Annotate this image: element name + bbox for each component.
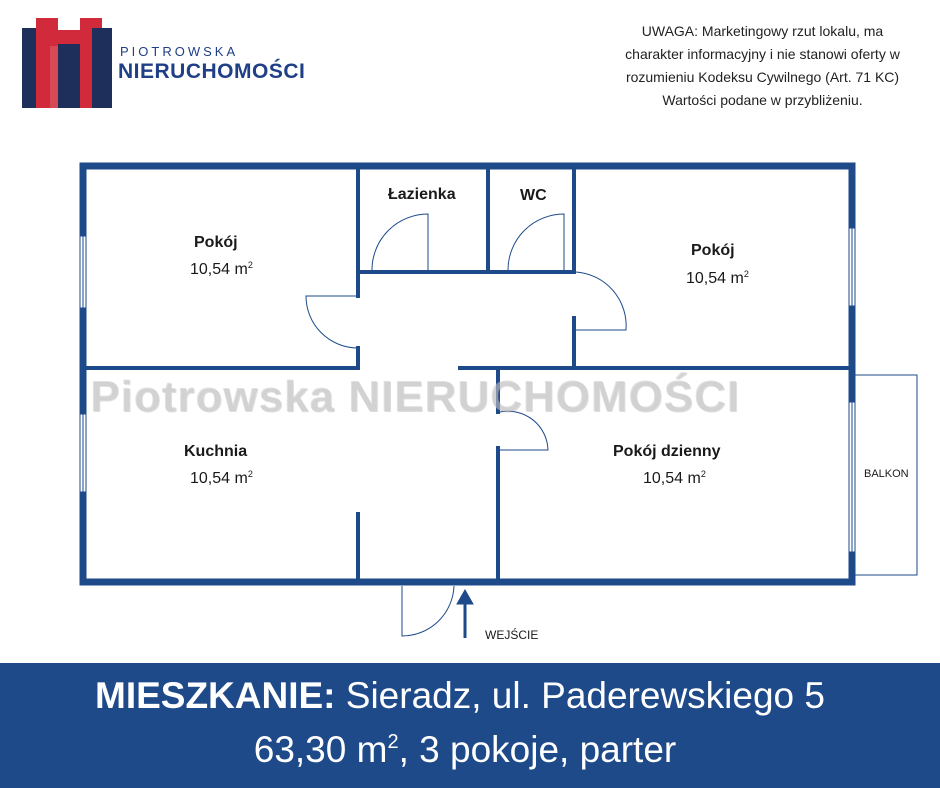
brand-tagline: PIOTROWSKA bbox=[120, 44, 239, 59]
disclaimer-line: Wartości podane w przybliżeniu. bbox=[662, 92, 863, 108]
brand-name: NIERUCHOMOŚCI bbox=[118, 60, 306, 83]
watermark: Piotrowska NIERUCHOMOŚCI bbox=[90, 372, 740, 421]
room-area-pokoj-right: 10,54 $m^2$ bbox=[686, 269, 749, 287]
room-name-pokoj-left: Pokój bbox=[194, 234, 238, 251]
door-swing bbox=[508, 214, 564, 270]
room-area-pokoj-dzienny: 10,54 $m^2$ bbox=[643, 469, 706, 487]
listing-title bbox=[0, 675, 920, 717]
room-name-pokoj-right: Pokój bbox=[691, 242, 735, 259]
room-area-pokoj-left: 10,54 $m^2$ bbox=[190, 260, 253, 278]
disclaimer-line: rozumieniu Kodeksu Cywilnego (Art. 71 KC) bbox=[625, 69, 900, 85]
door-swing bbox=[306, 296, 358, 348]
listing-address: Sieradz, ul. Paderewskiego 5 bbox=[335, 675, 825, 716]
room-name-lazienka: Łazienka bbox=[388, 186, 456, 203]
entrance-label: WEJŚCIE bbox=[485, 628, 539, 642]
disclaimer-line: UWAGA: Marketingowy rzut lokalu, ma bbox=[641, 23, 884, 39]
entrance-arrow bbox=[457, 590, 473, 638]
door-swing bbox=[576, 272, 626, 330]
disclaimer-line: charakter informacyjny i nie stanowi oferty w bbox=[625, 46, 900, 62]
room-name-wc: WC bbox=[520, 187, 547, 204]
listing-banner bbox=[0, 663, 940, 788]
room-area-kuchnia: 10,54 $m^2$ bbox=[190, 469, 253, 487]
room-name-pokoj-dzienny: Pokój dzienny bbox=[613, 443, 721, 460]
door-swing bbox=[402, 586, 454, 636]
balcony-label: BALKON bbox=[864, 468, 909, 480]
listing-details: 63,30 $m^2$, 3 pokoje, parter bbox=[253, 729, 677, 770]
room-name-kuchnia: Kuchnia bbox=[184, 443, 248, 460]
listing-type: MIESZKANIE: bbox=[95, 675, 336, 716]
door-swing bbox=[372, 214, 428, 270]
